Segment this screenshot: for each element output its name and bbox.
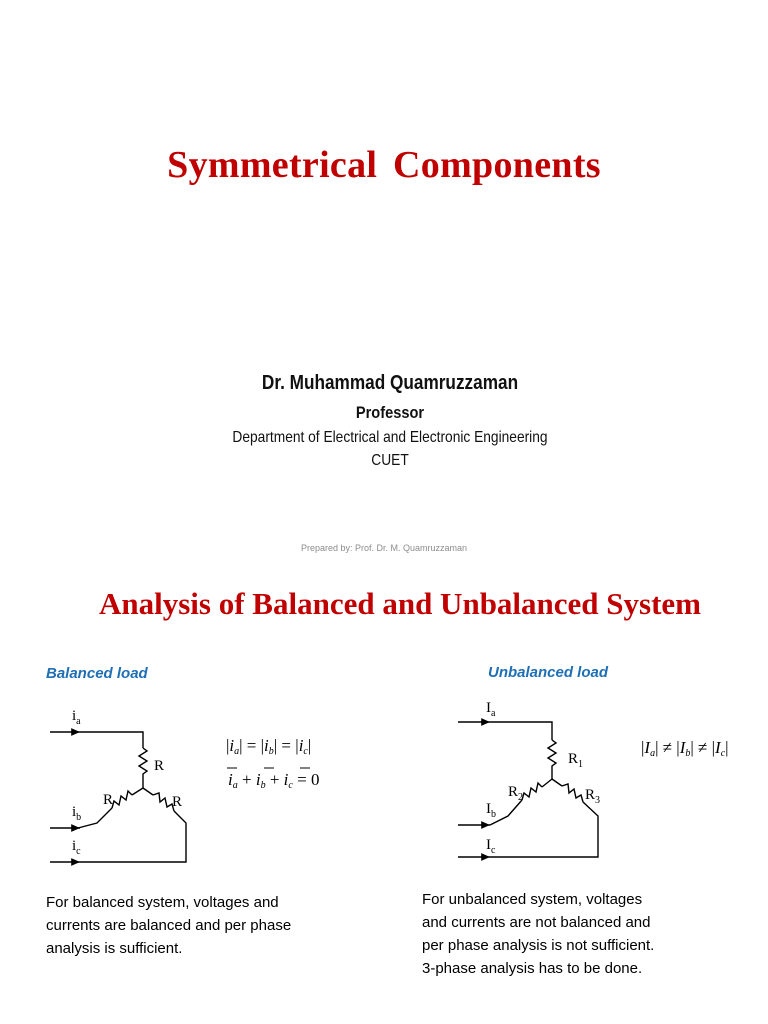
balanced-equations: [226, 736, 319, 791]
resistor-label: R: [103, 792, 114, 808]
department: Department of Electrical and Electronic Engineering: [232, 429, 548, 446]
description-line: currents are balanced and per phase: [46, 917, 292, 934]
current-Ib-label: $I_b$: [486, 801, 496, 820]
current-Ia-label: $I_a$: [486, 700, 496, 719]
unbalanced-equation: [641, 738, 729, 759]
slide-footer: Prepared by: Prof. Dr. M. Quamruzzaman: [300, 543, 468, 553]
resistor-R1-label: $R_1$: [568, 751, 584, 770]
current-ib-label: $i_b$: [72, 804, 82, 823]
analysis-slide: [0, 576, 768, 1024]
unbalanced-load-label: Unbalanced load: [488, 664, 609, 681]
resistor-R2-label: $R_2$: [508, 784, 524, 803]
balanced-description: [46, 891, 346, 960]
description-line: per phase analysis is not sufficient.: [422, 937, 655, 954]
slide-title: Analysis of Balanced and Unbalanced System: [98, 586, 702, 621]
description-line: For unbalanced system, voltages: [422, 891, 643, 908]
slide-title: Symmetrical Components: [167, 144, 601, 186]
author-role: Professor: [355, 403, 425, 422]
current-ic-label: $i_c$: [72, 838, 81, 857]
institution: CUET: [371, 452, 409, 469]
resistor-R3-label: $R_3$: [585, 787, 601, 806]
author-name: Dr. Muhammad Quamruzzaman: [261, 372, 519, 394]
sum-equation: ia + ib + ic = 0: [228, 770, 320, 791]
unbalanced-circuit: [458, 700, 600, 857]
description-line: 3-phase analysis has to be done.: [422, 960, 643, 977]
current-Ic-label: $I_c$: [486, 837, 496, 856]
balanced-circuit: [50, 708, 186, 862]
current-ia-label: $i_a$: [72, 708, 81, 727]
unbalanced-description: [422, 888, 722, 980]
description-line: and currents are not balanced and: [422, 914, 651, 931]
balanced-load-label: Balanced load: [46, 665, 148, 682]
resistor-label: R: [154, 758, 165, 774]
inequality-equation: |Ia| ≠ |Ib| ≠ |Ic|: [641, 738, 729, 759]
resistor-label: R: [172, 794, 183, 810]
magnitude-equation: |ia| = |ib| = |ic|: [226, 736, 312, 757]
description-line: analysis is sufficient.: [46, 940, 183, 957]
description-line: For balanced system, voltages and: [46, 894, 279, 911]
